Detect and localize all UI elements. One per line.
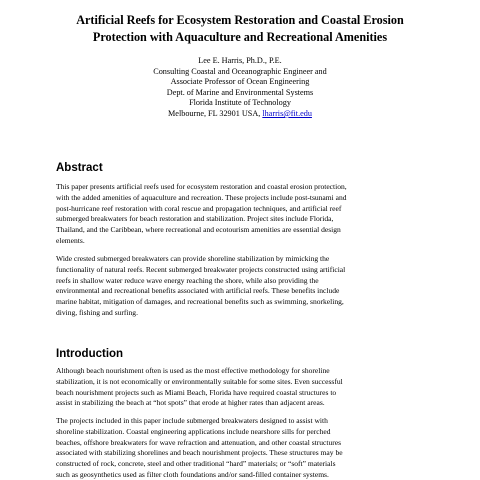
text-line: The projects included in this paper include submerged breakwaters designed to assist with — [56, 416, 328, 425]
text-line: shoreline stabilization. Coastal engineering applications include nearshore sills for perched — [56, 426, 331, 436]
text-line: beaches, offshore breakwaters for wave refraction and attenuation, and other coastal structures — [56, 437, 342, 447]
address-text: Melbourne, FL 32901 USA, — [168, 108, 263, 118]
text-line: such as geosynthetics used as filter cloth foundations and/or sand-filled container systems. — [56, 469, 329, 479]
affiliation-line: Dept. of Marine and Environmental Systems — [166, 87, 314, 97]
abstract-paragraph — [56, 254, 456, 319]
text-line: diving, fishing and surfing. — [56, 307, 138, 317]
text-line: stabilization, it is not economically or environmentally suitable for some sites. Even successful — [56, 376, 343, 386]
title-line: Artificial Reefs for Ecosystem Restoration and Coastal Erosion — [76, 13, 404, 27]
address-line — [90, 109, 390, 120]
text-line: with the added amenities of aquaculture and recreation. These projects include post-tsunami and — [56, 192, 347, 202]
text-line: post-hurricane reef restoration with coral rescue and propagation techniques, and artificial reef — [56, 203, 342, 213]
text-line: functionality of natural reefs. Recent submerged breakwater projects constructed using artificial — [56, 264, 346, 274]
text-line: marine habitat, mitigation of damages, and recreational benefits such as swimming, snorkeling, — [56, 297, 344, 306]
affiliation-line: Associate Professor of Ocean Engineering — [170, 77, 310, 87]
text-line: constructed of rock, concrete, steel and other traditional “hard” materials; or “soft” materials — [56, 459, 336, 468]
paper-title — [40, 12, 440, 46]
text-line: Thailand, and the Caribbean, where recreational and ecotourism amenities are essential design — [56, 225, 341, 234]
text-line: This paper presents artificial reefs used for ecosystem restoration and coastal erosion protection, — [56, 182, 347, 191]
text-line: beach nourishment projects such as Miami Beach, Florida have required coastal structures to — [56, 387, 337, 397]
text-line: Wide crested submerged breakwaters can provide shoreline stabilization by mimicking the — [56, 254, 330, 263]
title-line: Protection with Aquaculture and Recreational Amenities — [92, 30, 388, 44]
text-line: elements. — [56, 235, 85, 245]
text-line: associated with stabilizing shorelines and beach nourishment projects. These structures may be — [56, 448, 343, 458]
author-name: Lee E. Harris, Ph.D., P.E. — [198, 56, 282, 65]
text-line: assist in stabilizing the beach at “hot spots” that erode at higher rates than adjacent areas. — [56, 398, 325, 408]
affiliation-line: Florida Institute of Technology — [189, 98, 291, 108]
text-line: environmental and recreational benefits associated with artificial reefs. These benefits include — [56, 286, 340, 296]
introduction-paragraph — [56, 366, 456, 409]
introduction-heading: Introduction — [56, 348, 124, 360]
abstract-heading: Abstract — [56, 162, 103, 174]
author-block — [90, 56, 390, 120]
abstract-paragraph — [56, 182, 456, 247]
text-line: submerged breakwaters for beach restoration and stabilization. Project sites include Florida, — [56, 214, 334, 224]
text-line: reefs in shallow water reduce wave energy reaching the shore, while also providing the — [56, 275, 319, 285]
email-link[interactable]: lharris@fit.edu — [262, 108, 312, 118]
affiliation-line: Consulting Coastal and Oceanographic Engineer and — [153, 66, 327, 76]
introduction-paragraph — [56, 416, 456, 480]
text-line: Although beach nourishment often is used as the most effective methodology for shoreline — [56, 366, 330, 375]
